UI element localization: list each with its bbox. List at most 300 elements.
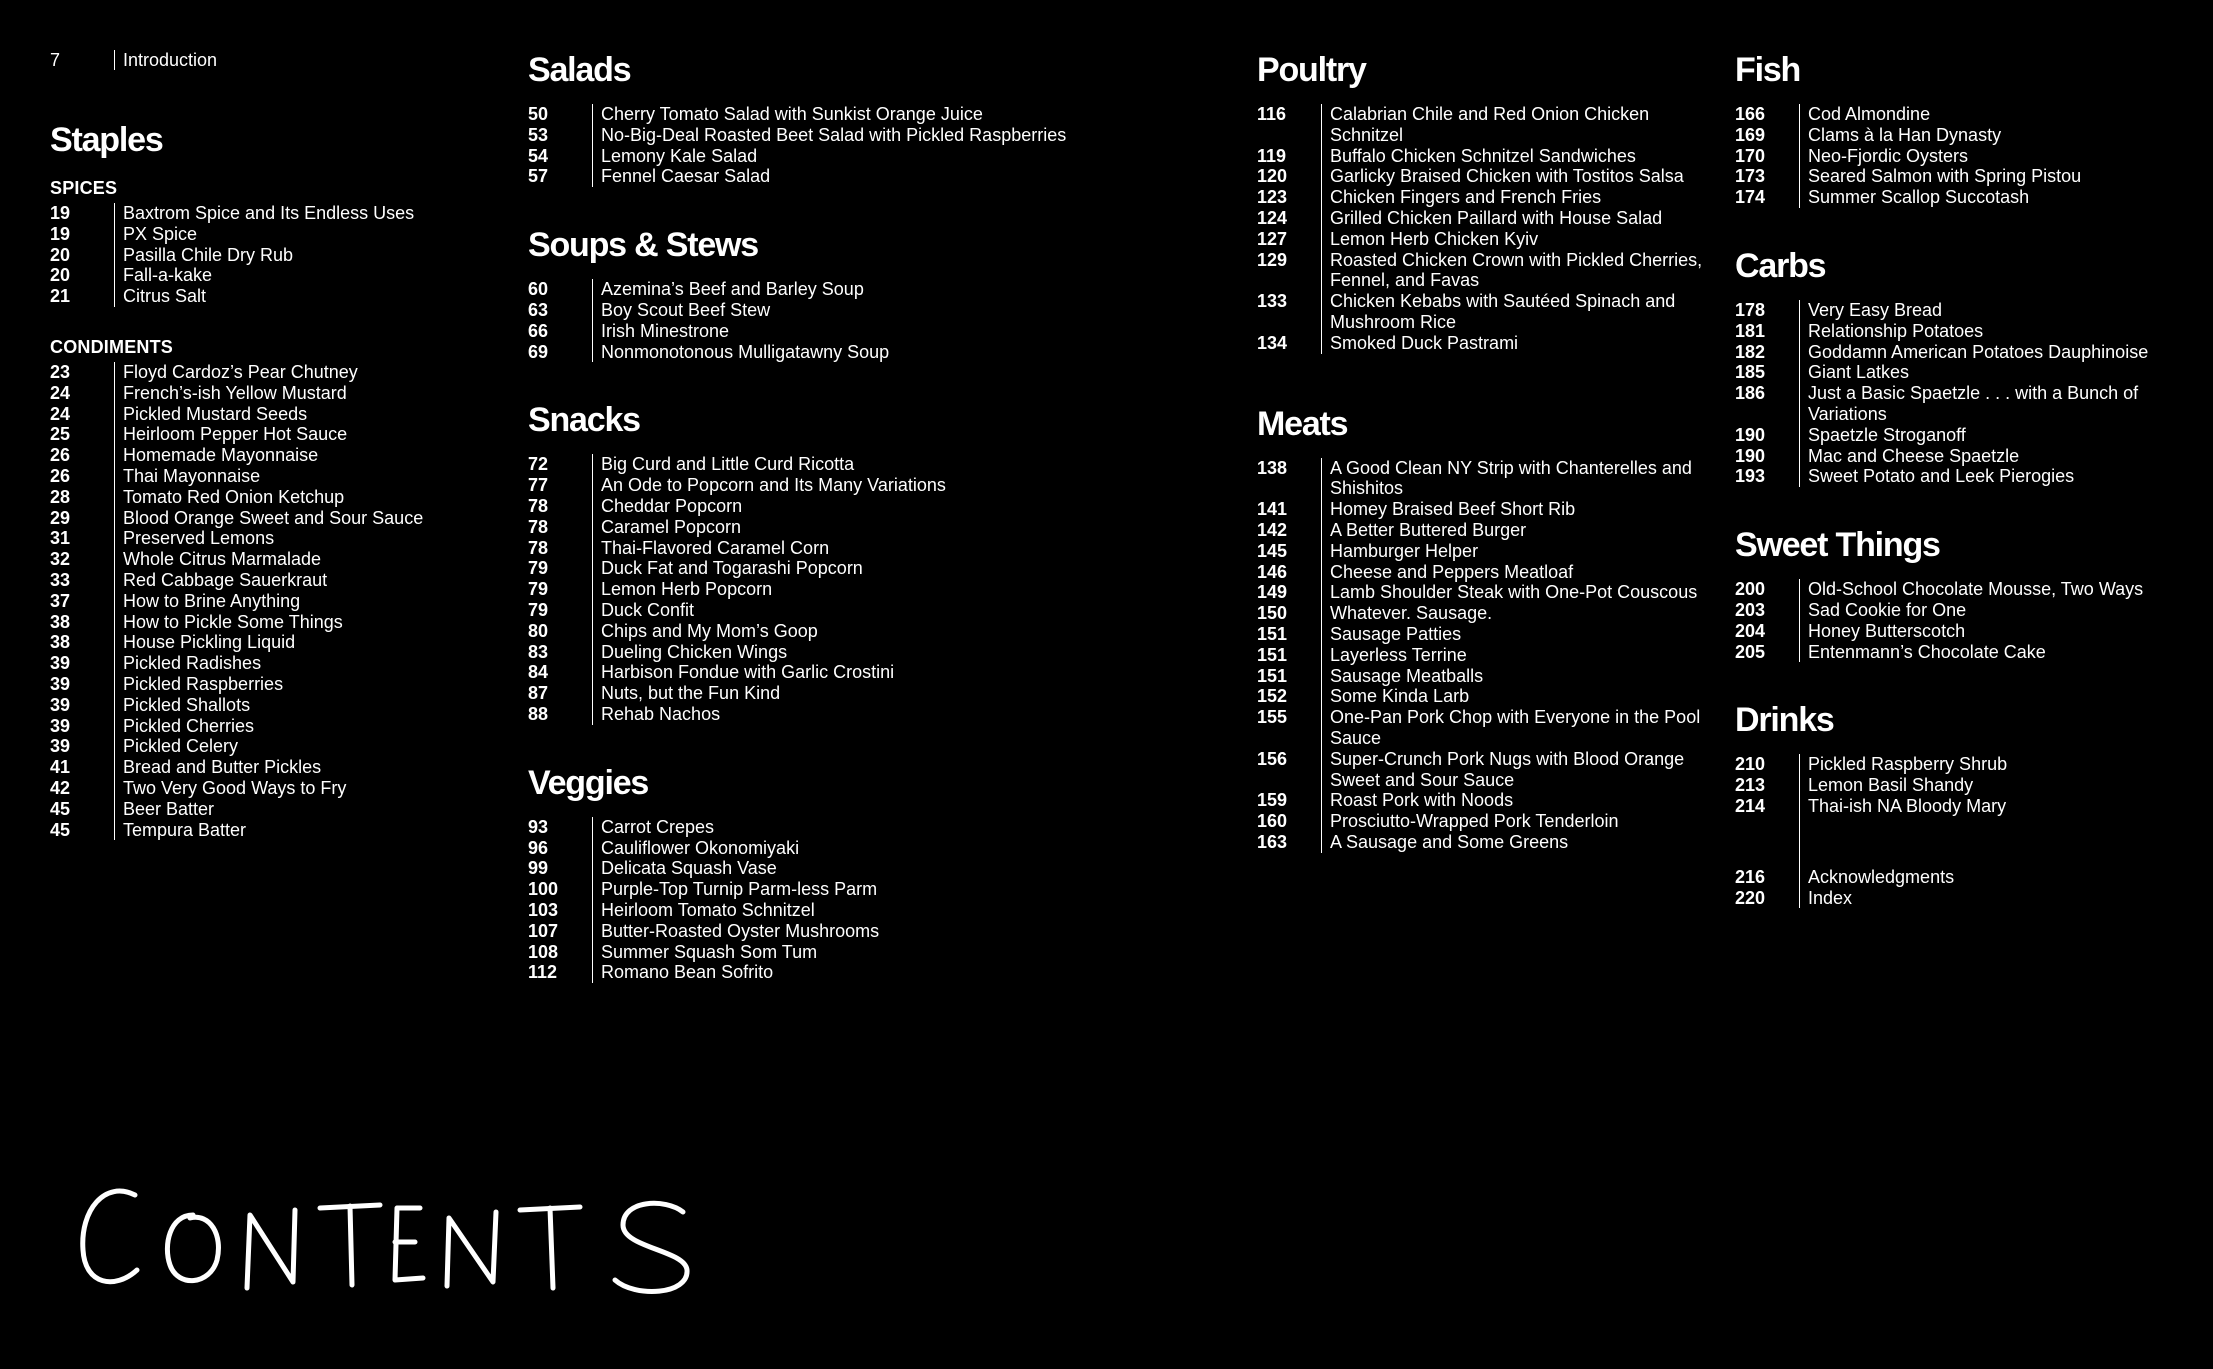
section-title: Sweet Things: [1735, 526, 1940, 565]
entry-title: Lamb Shoulder Steak with One-Pot Couscous: [1321, 582, 1717, 603]
entry-title: Chicken Kebabs with Sautéed Spinach and Mushroom Rice: [1321, 291, 1717, 333]
column-staples: [50, 50, 490, 840]
entry-page-number: 69: [528, 341, 549, 362]
entry-title: Cheddar Popcorn: [592, 496, 1228, 517]
toc-entry: [50, 736, 490, 757]
toc-entry: [1735, 621, 2195, 642]
entry-title: Thai-Flavored Caramel Corn: [592, 538, 1228, 559]
toc-entry: [528, 321, 1228, 342]
toc-entry: [1257, 603, 1717, 624]
entry-page-number: 145: [1257, 540, 1288, 561]
entry-title: Dueling Chicken Wings: [592, 642, 1228, 663]
entry-title: Just a Basic Spaetzle . . . with a Bunch of Variations: [1799, 383, 2195, 425]
entry-title: Acknowledgments: [1799, 867, 2195, 888]
toc-entry: [50, 653, 490, 674]
entry-title: Cauliflower Okonomiyaki: [592, 838, 1228, 859]
entry-page-number: 50: [528, 104, 549, 124]
entry-page-number: 42: [50, 777, 71, 798]
toc-entry: [50, 224, 490, 245]
back-matter-list: [1735, 867, 2195, 909]
entry-title: Baxtrom Spice and Its Endless Uses: [114, 203, 490, 224]
toc-entry: [1735, 754, 2195, 775]
entry-title: Boy Scout Beef Stew: [592, 300, 1228, 321]
entry-title: Romano Bean Sofrito: [592, 962, 1228, 983]
toc-entry: [528, 600, 1228, 621]
entry-title: PX Spice: [114, 224, 490, 245]
section-carbs: [1735, 246, 2195, 487]
entry-title: Duck Confit: [592, 600, 1228, 621]
entry-title: Lemon Herb Chicken Kyiv: [1321, 229, 1717, 250]
entry-title: Irish Minestrone: [592, 321, 1228, 342]
entry-title: Buffalo Chicken Schnitzel Sandwiches: [1321, 146, 1717, 167]
toc-entry: [50, 487, 490, 508]
toc-entry: [528, 900, 1228, 921]
entry-page-number: 220: [1735, 887, 1766, 908]
toc-entry: [1257, 707, 1717, 749]
toc-entry: [50, 820, 490, 841]
entry-page-number: 159: [1257, 790, 1288, 811]
entry-page-number: 20: [50, 244, 71, 265]
entry-title: Hamburger Helper: [1321, 541, 1717, 562]
entry-list: [528, 104, 1228, 187]
entry-title: Whole Citrus Marmalade: [114, 549, 490, 570]
toc-entry: [528, 662, 1228, 683]
section-title-staples: Staples: [50, 121, 163, 159]
entry-title: Pickled Radishes: [114, 653, 490, 674]
entry-page-number: 123: [1257, 187, 1288, 208]
entry-page-number: 193: [1735, 466, 1766, 487]
toc-entry: [1735, 104, 2195, 125]
entry-title: Sausage Meatballs: [1321, 666, 1717, 687]
toc-entry: [528, 166, 1228, 187]
entry-page-number: 107: [528, 920, 559, 941]
section-title: Salads: [528, 51, 631, 89]
toc-entry: [528, 838, 1228, 859]
entry-page-number: 141: [1257, 499, 1288, 520]
toc-entry: [1257, 250, 1717, 292]
entry-title: Nonmonotonous Mulligatawny Soup: [592, 342, 1228, 363]
toc-entry: [1257, 624, 1717, 645]
entry-page-number: 210: [1735, 754, 1766, 775]
entry-list: [1257, 104, 1717, 354]
entry-title: Homey Braised Beef Short Rib: [1321, 499, 1717, 520]
entry-title: Citrus Salt: [114, 286, 490, 307]
entry-page-number: 120: [1257, 166, 1288, 187]
entry-title: Smoked Duck Pastrami: [1321, 333, 1717, 354]
toc-entry: [1257, 187, 1717, 208]
toc-entry: [50, 445, 490, 466]
entry-title: Spaetzle Stroganoff: [1799, 425, 2195, 446]
toc-entry: [1257, 520, 1717, 541]
entry-page-number: 20: [50, 265, 71, 286]
entry-page-number: 182: [1735, 341, 1766, 362]
toc-entry: [528, 496, 1228, 517]
toc-entry: [50, 528, 490, 549]
entry-title: How to Pickle Some Things: [114, 612, 490, 633]
entry-page-number: 24: [50, 403, 71, 424]
section-sweet-things: [1735, 525, 2195, 662]
entry-page-number: 28: [50, 486, 71, 507]
entry-page-number: 21: [50, 286, 71, 307]
entry-title: Fall-a-kake: [114, 265, 490, 286]
toc-entry: [1257, 832, 1717, 853]
entry-page-number: 96: [528, 837, 549, 858]
toc-entry: [50, 286, 490, 307]
entry-page-number: 134: [1257, 332, 1288, 353]
toc-entry: [50, 674, 490, 695]
entry-list: [50, 203, 490, 307]
toc-entry: [50, 508, 490, 529]
entry-title: Fennel Caesar Salad: [592, 166, 1228, 187]
section-title: Soups & Stews: [528, 226, 759, 265]
entry-title: Nuts, but the Fun Kind: [592, 683, 1228, 704]
entry-page-number: 173: [1735, 166, 1766, 187]
entry-page-number: 181: [1735, 320, 1766, 341]
entry-title: Summer Scallop Succotash: [1799, 187, 2195, 208]
toc-entry: [1735, 642, 2195, 663]
entry-title: Tempura Batter: [114, 820, 490, 841]
entry-page-number: 53: [528, 124, 549, 145]
group-spices: [50, 178, 490, 307]
entry-page-number: 38: [50, 632, 71, 653]
entry-page-number: 72: [528, 454, 549, 475]
toc-entry: [1735, 300, 2195, 321]
entry-page-number: 60: [528, 279, 549, 300]
entry-page-number: 185: [1735, 362, 1766, 383]
toc-entry: [1735, 342, 2195, 363]
entry-title: Blood Orange Sweet and Sour Sauce: [114, 508, 490, 529]
section-title: Meats: [1257, 404, 1348, 443]
running-header: [50, 50, 490, 70]
entry-page-number: 151: [1257, 644, 1288, 665]
entry-page-number: 79: [528, 558, 549, 579]
entry-page-number: 33: [50, 569, 71, 590]
entry-page-number: 39: [50, 694, 71, 715]
toc-entry: [1257, 749, 1717, 791]
toc-entry: [50, 778, 490, 799]
entry-page-number: 151: [1257, 665, 1288, 686]
entry-page-number: 37: [50, 590, 71, 611]
entry-page-number: 78: [528, 537, 549, 558]
toc-entry: [1257, 666, 1717, 687]
entry-page-number: 186: [1735, 383, 1766, 404]
toc-entry: [528, 921, 1228, 942]
entry-title: Calabrian Chile and Red Onion Chicken Schnitzel: [1321, 104, 1717, 146]
entry-title: Lemon Herb Popcorn: [592, 579, 1228, 600]
entry-page-number: 39: [50, 653, 71, 674]
section-snacks: [528, 400, 1228, 724]
toc-entry: [1257, 499, 1717, 520]
toc-entry: [1735, 125, 2195, 146]
entry-title: Some Kinda Larb: [1321, 686, 1717, 707]
entry-title: Layerless Terrine: [1321, 645, 1717, 666]
toc-entry: [528, 962, 1228, 983]
section-title: Snacks: [528, 401, 640, 440]
toc-entry: [1735, 362, 2195, 383]
toc-entry: [528, 621, 1228, 642]
toc-entry: [50, 383, 490, 404]
entry-title: Pickled Mustard Seeds: [114, 404, 490, 425]
toc-entry: [1257, 645, 1717, 666]
entry-page-number: 156: [1257, 748, 1288, 769]
section-title: Veggies: [528, 763, 649, 802]
toc-entry: [1735, 796, 2195, 817]
toc-entry: [1257, 582, 1717, 603]
entry-page-number: 77: [528, 475, 549, 496]
entry-page-number: 190: [1735, 445, 1766, 466]
toc-entry: [50, 612, 490, 633]
entry-title: Very Easy Bread: [1799, 300, 2195, 321]
section-title: Carbs: [1735, 246, 1826, 285]
entry-page-number: 66: [528, 320, 549, 341]
entry-page-number: 150: [1257, 603, 1288, 624]
entry-title: Sweet Potato and Leek Pierogies: [1799, 466, 2195, 487]
entry-title: Mac and Cheese Spaetzle: [1799, 446, 2195, 467]
entry-title: Chicken Fingers and French Fries: [1321, 187, 1717, 208]
entry-page-number: 190: [1735, 424, 1766, 445]
entry-title: Delicata Squash Vase: [592, 858, 1228, 879]
toc-entry: [1735, 888, 2195, 909]
toc-entry: [1257, 104, 1717, 146]
toc-entry: [1257, 790, 1717, 811]
entry-title: Roasted Chicken Crown with Pickled Cherries, Fennel, and Favas: [1321, 250, 1717, 292]
entry-page-number: 78: [528, 495, 549, 516]
entry-page-number: 174: [1735, 187, 1766, 208]
entry-page-number: 142: [1257, 519, 1288, 540]
entry-title: House Pickling Liquid: [114, 632, 490, 653]
entry-title: Index: [1799, 888, 2195, 909]
entry-page-number: 39: [50, 736, 71, 757]
entry-page-number: 108: [528, 941, 559, 962]
entry-page-number: 166: [1735, 104, 1766, 124]
toc-entry: [1735, 146, 2195, 167]
toc-entry: [528, 683, 1228, 704]
entry-title: Rehab Nachos: [592, 704, 1228, 725]
toc-entry: [1735, 579, 2195, 600]
entry-title: No-Big-Deal Roasted Beet Salad with Pickled Raspberries: [592, 125, 1228, 146]
entry-page-number: 152: [1257, 686, 1288, 707]
entry-title: Beer Batter: [114, 799, 490, 820]
entry-title: Azemina’s Beef and Barley Soup: [592, 279, 1228, 300]
entry-title: Preserved Lemons: [114, 528, 490, 549]
entry-title: Garlicky Braised Chicken with Tostitos Salsa: [1321, 166, 1717, 187]
toc-entry: [528, 538, 1228, 559]
entry-page-number: 78: [528, 516, 549, 537]
entry-page-number: 160: [1257, 811, 1288, 832]
entry-page-number: 216: [1735, 866, 1766, 887]
toc-entry: [528, 858, 1228, 879]
entry-page-number: 138: [1257, 457, 1288, 478]
toc-entry: [528, 558, 1228, 579]
toc-entry: [50, 203, 490, 224]
entry-page-number: 103: [528, 899, 559, 920]
toc-entry: [50, 265, 490, 286]
toc-entry: [1735, 466, 2195, 487]
entry-title: Sad Cookie for One: [1799, 600, 2195, 621]
entry-title: Thai-ish NA Bloody Mary: [1799, 796, 2195, 817]
toc-entry: [50, 757, 490, 778]
toc-entry: [1735, 187, 2195, 208]
toc-entry: [1735, 166, 2195, 187]
entry-title: Pickled Shallots: [114, 695, 490, 716]
entry-title: Lemon Basil Shandy: [1799, 775, 2195, 796]
entry-page-number: 25: [50, 424, 71, 445]
toc-entry: [1257, 146, 1717, 167]
entry-title: Cheese and Peppers Meatloaf: [1321, 562, 1717, 583]
toc-entry: [1257, 541, 1717, 562]
entry-page-number: 31: [50, 528, 71, 549]
toc-entry: [50, 549, 490, 570]
entry-title: Thai Mayonnaise: [114, 466, 490, 487]
entry-page-number: 39: [50, 715, 71, 736]
entry-page-number: 39: [50, 673, 71, 694]
entry-title: Roast Pork with Noods: [1321, 790, 1717, 811]
subsection-label: CONDIMENTS: [50, 336, 173, 357]
contents-handwritten-title: [75, 1170, 715, 1320]
toc-entry: [1735, 321, 2195, 342]
toc-entry: [528, 879, 1228, 900]
entry-title: Purple-Top Turnip Parm-less Parm: [592, 879, 1228, 900]
entry-title: Pickled Cherries: [114, 716, 490, 737]
entry-title: One-Pan Pork Chop with Everyone in the Pool Sauce: [1321, 707, 1717, 749]
toc-entry: [1735, 446, 2195, 467]
entry-title: Pickled Raspberry Shrub: [1799, 754, 2195, 775]
entry-page-number: 116: [1257, 104, 1287, 124]
toc-entry: [528, 817, 1228, 838]
entry-title: Heirloom Pepper Hot Sauce: [114, 424, 490, 445]
entry-list: [528, 279, 1228, 362]
entry-title: Carrot Crepes: [592, 817, 1228, 838]
entry-list: [1257, 458, 1717, 853]
section-drinks: [1735, 700, 2195, 816]
toc-entry: [528, 146, 1228, 167]
entry-title: Clams à la Han Dynasty: [1799, 125, 2195, 146]
entry-title: Relationship Potatoes: [1799, 321, 2195, 342]
toc-entry: [1257, 686, 1717, 707]
entry-page-number: 100: [528, 879, 559, 900]
entry-page-number: 63: [528, 299, 549, 320]
toc-entry: [1735, 775, 2195, 796]
entry-page-number: 45: [50, 819, 71, 840]
entry-title: Tomato Red Onion Ketchup: [114, 487, 490, 508]
entry-list: [528, 454, 1228, 724]
entry-title: Duck Fat and Togarashi Popcorn: [592, 558, 1228, 579]
entry-page-number: 79: [528, 579, 549, 600]
entry-list: [1735, 104, 2195, 208]
entry-page-number: 129: [1257, 249, 1288, 270]
entry-title: Caramel Popcorn: [592, 517, 1228, 538]
entry-title: A Sausage and Some Greens: [1321, 832, 1717, 853]
entry-title: A Better Buttered Burger: [1321, 520, 1717, 541]
toc-entry: [528, 942, 1228, 963]
entry-title: Whatever. Sausage.: [1321, 603, 1717, 624]
toc-entry: [528, 104, 1228, 125]
entry-title: Sausage Patties: [1321, 624, 1717, 645]
entry-page-number: 87: [528, 683, 549, 704]
entry-title: Two Very Good Ways to Fry: [114, 778, 490, 799]
entry-title: An Ode to Popcorn and Its Many Variations: [592, 475, 1228, 496]
entry-title: Heirloom Tomato Schnitzel: [592, 900, 1228, 921]
section-title: Drinks: [1735, 701, 1834, 740]
entry-title: Cod Almondine: [1799, 104, 2195, 125]
column-2: [528, 50, 1228, 1021]
entry-page-number: 178: [1735, 299, 1766, 320]
entry-list: [50, 362, 490, 840]
entry-page-number: 54: [528, 145, 549, 166]
entry-page-number: 32: [50, 549, 71, 570]
toc-entry: [1735, 600, 2195, 621]
header-label: Introduction: [114, 50, 217, 70]
toc-entry: [50, 362, 490, 383]
entry-page-number: 84: [528, 662, 549, 683]
entry-page-number: 45: [50, 798, 71, 819]
toc-entry: [50, 695, 490, 716]
entry-title: Old-School Chocolate Mousse, Two Ways: [1799, 579, 2195, 600]
entry-list: [528, 817, 1228, 983]
section-poultry: [1257, 50, 1717, 354]
entry-list: [1735, 579, 2195, 662]
entry-title: Entenmann’s Chocolate Cake: [1799, 642, 2195, 663]
entry-page-number: 93: [528, 816, 549, 837]
entry-title: Red Cabbage Sauerkraut: [114, 570, 490, 591]
section-title: Fish: [1735, 51, 1801, 89]
toc-entry: [528, 342, 1228, 363]
entry-page-number: 124: [1257, 207, 1288, 228]
entry-page-number: 119: [1257, 145, 1287, 166]
column-3: [1257, 50, 1717, 903]
group-condiments: [50, 337, 490, 840]
section-title: Poultry: [1257, 51, 1366, 89]
toc-entry: [528, 125, 1228, 146]
entry-page-number: 19: [50, 203, 71, 223]
entry-list: [1735, 300, 2195, 487]
section-meats: [1257, 404, 1717, 853]
entry-title: Pasilla Chile Dry Rub: [114, 245, 490, 266]
toc-entry: [1735, 425, 2195, 446]
entry-title: Harbison Fondue with Garlic Crostini: [592, 662, 1228, 683]
toc-entry: [1735, 383, 2195, 425]
entry-title: Pickled Celery: [114, 736, 490, 757]
toc-entry: [1257, 458, 1717, 500]
entry-title: A Good Clean NY Strip with Chanterelles and Shishitos: [1321, 458, 1717, 500]
entry-title: Butter-Roasted Oyster Mushrooms: [592, 921, 1228, 942]
entry-title: Grilled Chicken Paillard with House Salad: [1321, 208, 1717, 229]
entry-title: French’s-ish Yellow Mustard: [114, 383, 490, 404]
entry-page-number: 88: [528, 703, 549, 724]
entry-page-number: 170: [1735, 145, 1766, 166]
toc-entry: [50, 632, 490, 653]
subsection-label: SPICES: [50, 178, 118, 198]
entry-page-number: 149: [1257, 582, 1288, 603]
toc-entry: [50, 591, 490, 612]
entry-title: Chips and My Mom’s Goop: [592, 621, 1228, 642]
section-fish: [1735, 50, 2195, 208]
entry-page-number: 57: [528, 166, 549, 187]
entry-page-number: 24: [50, 382, 71, 403]
entry-page-number: 214: [1735, 795, 1766, 816]
toc-entry: [528, 300, 1228, 321]
toc-entry: [50, 799, 490, 820]
entry-page-number: 26: [50, 445, 71, 466]
toc-entry: [528, 517, 1228, 538]
toc-entry: [1257, 166, 1717, 187]
section-veggies: [528, 763, 1228, 983]
entry-page-number: 83: [528, 641, 549, 662]
entry-title: Prosciutto-Wrapped Pork Tenderloin: [1321, 811, 1717, 832]
divider-line: [1799, 817, 2195, 867]
entry-page-number: 213: [1735, 775, 1766, 796]
entry-page-number: 146: [1257, 561, 1288, 582]
